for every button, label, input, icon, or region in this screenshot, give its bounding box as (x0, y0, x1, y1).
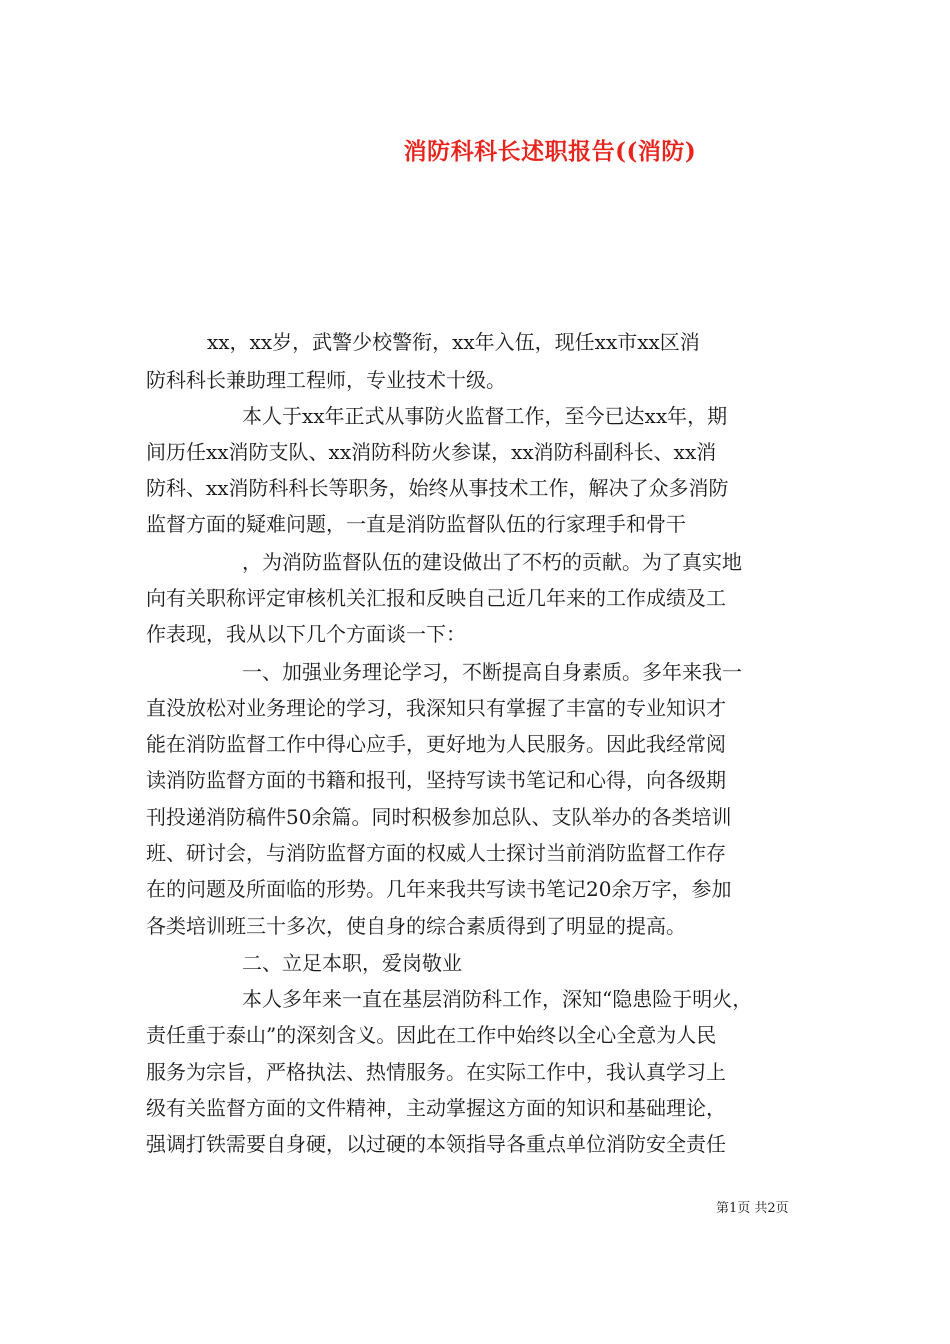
body-line: 防科、xx消防科科长等职务，始终从事技术工作，解决了众多消防 (146, 476, 729, 500)
body-line: xx，xx岁，武警少校警衔，xx年入伍，现任xx市xx区消 (207, 330, 700, 354)
body-line: 能在消防监督工作中得心应手，更好地为人民服务。因此我经常阅 (146, 732, 726, 756)
body-line: 本人多年来一直在基层消防科工作，深知“隐患险于明火， (242, 987, 753, 1011)
body-line: 向有关职称评定审核机关汇报和反映自己近几年来的工作成绩及工 (146, 586, 726, 610)
body-line: 直没放松对业务理论的学习，我深知只有掌握了丰富的专业知识才 (146, 696, 726, 720)
body-line: 级有关监督方面的文件精神，主动掌握这方面的知识和基础理论， (146, 1096, 726, 1120)
body-line: 防科科长兼助理工程师，专业技术十级。 (146, 368, 506, 392)
document-title: 消防科科长述职报告((消防) (403, 138, 697, 165)
body-line: 监督方面的疑难问题，一直是消防监督队伍的行家理手和骨干 (146, 512, 686, 536)
body-line: 本人于xx年正式从事防火监督工作，至今已达xx年，期 (242, 404, 728, 428)
page-number: 第1页 共2页 (716, 1201, 789, 1216)
body-line: 作表现，我从以下几个方面谈一下： (146, 622, 466, 646)
body-line: 刊投递消防稿件50余篇。同时积极参加总队、支队举办的各类培训 (146, 805, 732, 829)
body-line: 读消防监督方面的书籍和报刊，坚持写读书笔记和心得，向各级期 (146, 768, 726, 792)
body-line: 各类培训班三十多次，使自身的综合素质得到了明显的提高。 (146, 914, 686, 938)
section-heading: 二、立足本职，爱岗敬业 (242, 951, 462, 975)
body-line: 一、加强业务理论学习，不断提高自身素质。多年来我一 (242, 660, 742, 684)
body-line: 在的问题及所面临的形势。几年来我共写读书笔记20余万字，参加 (146, 877, 732, 901)
body-line: 强调打铁需要自身硬，以过硬的本领指导各重点单位消防安全责任 (146, 1132, 726, 1156)
body-line: 班、研讨会，与消防监督方面的权威人士探讨当前消防监督工作存 (146, 841, 726, 865)
body-line: ，为消防监督队伍的建设做出了不朽的贡献。为了真实地 (242, 550, 742, 574)
body-line: 间历任xx消防支队、xx消防科防火参谋，xx消防科副科长、xx消 (146, 440, 717, 464)
body-line: 责任重于泰山”的深刻含义。因此在工作中始终以全心全意为人民 (146, 1023, 717, 1047)
body-line: 服务为宗旨，严格执法、热情服务。在实际工作中，我认真学习上 (146, 1060, 726, 1084)
